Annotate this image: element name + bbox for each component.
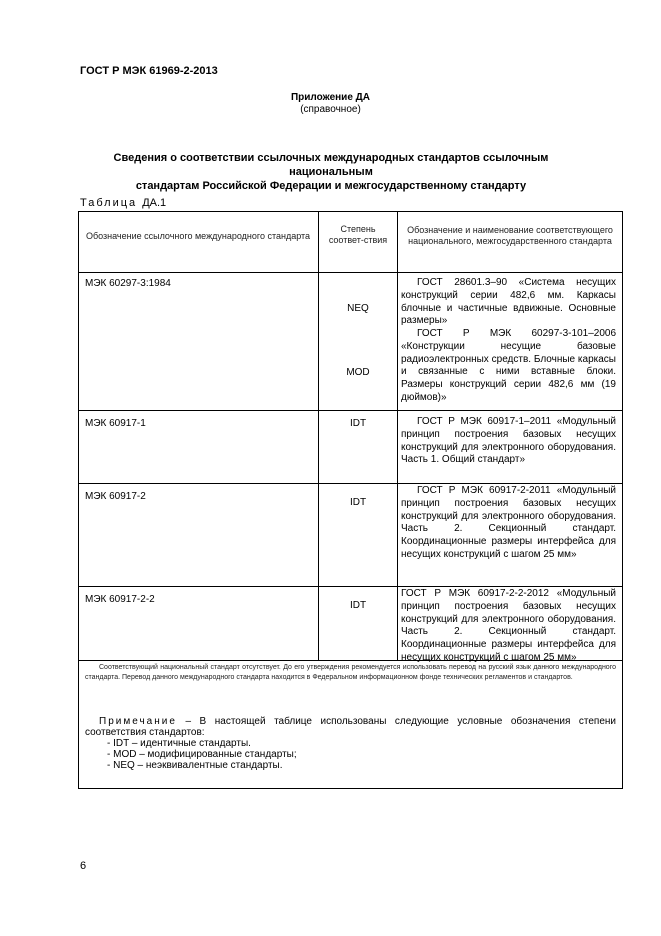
table-note-label: Примечание xyxy=(99,716,177,727)
table-row-2-degree: IDT xyxy=(349,418,367,429)
table-row-2-national: ГОСТ Р МЭК 60917-1–2011 «Модульный принцип построения базовых несущих конструкций для электронного оборудования. Часть 1. Общий стандарт» xyxy=(401,416,616,466)
header-divider xyxy=(79,272,622,273)
table-note xyxy=(85,716,616,771)
header-degree: Степень соответ-ствия xyxy=(328,224,388,245)
table-row-1-degree-b: MOD xyxy=(346,367,370,378)
page-number: 6 xyxy=(80,860,87,872)
row-divider-1 xyxy=(79,410,622,411)
section-title-line-1: Сведения о соответствии ссылочных международных стандартов ссылочным национальным xyxy=(113,152,549,178)
annex-heading xyxy=(0,92,661,116)
table-row-4-ref: МЭК 60917-2-2 xyxy=(85,594,155,605)
table-row-3-national: ГОСТ Р МЭК 60917-2-2011 «Модульный принцип построения базовых несущих конструкций для электронного оборудования. Часть 2. Секционный стандарт. Координационные размеры интерфейса для несущих конструкций с шагом 25 мм» xyxy=(401,485,616,560)
header-national-standard: Обозначение и наименование соответствующего национального, межгосударственного стандарта xyxy=(407,225,613,246)
table-note-item-neq: - NEQ – неэквивалентные стандарты. xyxy=(107,760,283,771)
table-row-4-national: ГОСТ Р МЭК 60917-2-2-2012 «Модульный принцип построения базовых несущих конструкций для электронного оборудования. Часть 2. Секционный стандарт. Координационные размеры интерфейса для несущих конструкций с шагом 25 мм» xyxy=(401,588,616,663)
table-row-1-degree-a: NEQ xyxy=(347,303,369,314)
table-note-item-idt: - IDT – идентичные стандарты. xyxy=(107,738,251,749)
table-row-2-ref: МЭК 60917-1 xyxy=(85,418,146,429)
annex-title: Приложение ДА xyxy=(290,92,371,103)
table-row-1-ref: МЭК 60297-3:1984 xyxy=(85,278,171,289)
column-divider-1 xyxy=(318,212,319,660)
table-caption-word: Таблица xyxy=(80,197,138,209)
table-row-1-national-b: ГОСТ Р МЭК 60297-3-101–2006 «Конструкции несущие базовые радиоэлектронных средств. Блочные каркасы и связанные с ними вставные блоки. Размеры конструкций серии 482,6 мм (19 дюймов)» xyxy=(401,328,616,403)
row-divider-3 xyxy=(79,586,622,587)
column-divider-2 xyxy=(397,212,398,660)
table-row-4-degree: IDT xyxy=(349,600,367,611)
section-title xyxy=(76,151,586,193)
section-title-line-2: стандартам Российской Федерации и межгосударственному стандарту xyxy=(135,180,527,192)
table-row-3-degree: IDT xyxy=(349,497,367,508)
row-divider-2 xyxy=(79,483,622,484)
table-row-1-national-a: ГОСТ 28601.3–90 «Система несущих конструкций серии 482,6 мм. Каркасы блочные и частичные вдвижные. Основные размеры» xyxy=(401,277,616,327)
table-row-3-ref: МЭК 60917-2 xyxy=(85,491,146,502)
annex-subtitle: (справочное) xyxy=(300,104,361,115)
standards-table xyxy=(78,211,623,789)
table-caption-number: ДА.1 xyxy=(142,197,167,209)
table-note-paragraph xyxy=(85,716,616,738)
table-note-text: – В настоящей таблице использованы следующие условные обозначения степени соответствия стандартов: xyxy=(85,716,617,738)
table-caption xyxy=(80,197,166,209)
header-international-standard: Обозначение ссылочного международного стандарта xyxy=(85,231,311,241)
table-footnote: Соответствующий национальный стандарт отсутствует. До его утверждения рекомендуется использовать перевод на русский язык данного международного стандарта. Перевод данного международного стандарта находится в Федеральном информационном фонде технических регламентов и стандартов. xyxy=(85,664,616,681)
document-code: ГОСТ Р МЭК 61969-2-2013 xyxy=(80,65,218,77)
table-note-item-mod: - MOD – модифицированные стандарты; xyxy=(107,749,297,760)
